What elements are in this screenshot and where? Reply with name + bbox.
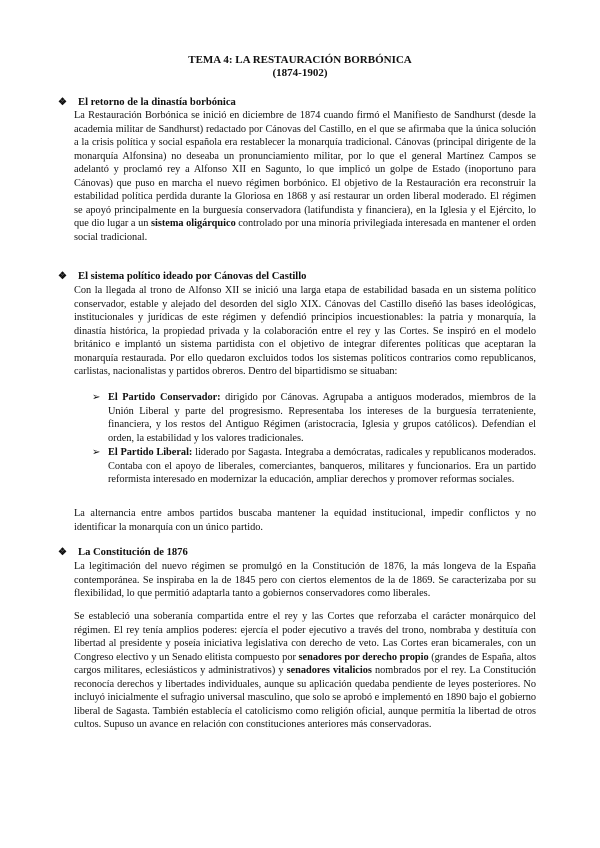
section-heading-text: La Constitución de 1876 <box>78 547 188 558</box>
diamond-bullet-icon: ❖ <box>58 271 67 282</box>
diamond-bullet-icon: ❖ <box>58 97 67 108</box>
section-heading <box>58 270 306 284</box>
arrow-bullet-icon: ➢ <box>92 392 101 403</box>
bold-term: sistema oligárquico <box>150 218 236 229</box>
paragraph-text: (grandes de España, altos cargos militares, eclesiásticos y administrativos) y <box>74 651 536 676</box>
section-paragraph: La alternancia entre ambos partidos buscaba mantener la equidad institucional, impedir conflictos y no identificar la monarquía con un único partido. <box>74 508 536 533</box>
paragraph-text: La Restauración Borbónica se inició en diciembre de 1874 cuando firmó el Manifiesto de Sandhurst (desde la academia militar de Sandhurst) redactado por Cánovas del Castillo, en el que se afirmaba que la única solución a la crisis política y social española era restablecer la monarquía tradicional. Cánovas (principal dirigente de la monarquía Alfonsina) no deseaba un pronunciamiento militar, por lo que el general Martínez Campos se adelantó y proclamó rey a Alfonso XII en Sagunto, lo que implicó un golpe de Estado (inoportuno para Cánovas) que puso en marcha el nuevo régimen borbónico. El objetivo de la Restauración era reconstruir la estabilidad política perdida durante la Gloriosa en 1868 y así restaurar un orden liberal moderado. El régimen se apoyó principalmente en la burguesía conservadora (latifundista y financiera), en la Iglesia y el Ejército, lo que dio lugar a un <box>74 110 536 229</box>
list-item <box>108 391 536 445</box>
section-paragraph <box>74 610 536 732</box>
section-paragraph: Con la llegada al trono de Alfonso XII se inició una larga etapa de estabilidad basada en un sistema político conservador, estable y alejado del desorden del siglo XIX. Cánovas del Castillo diseñó las bases ideológicas, institucionales y jurídicas de este régimen y defendió principios incuestionables: la patria y monarquía, la dinastía histórica, la propiedad privada y la colaboración entre el rey y las Cortes. Se inspiró en el modelo británico e implantó un sistema partidista con el objetivo de integrar diferentes políticas que aceptaran la monarquía restaurada. Por ello quedaron excluidos todos los sistemas políticos contrarios como republicanos, carlistas, nacionalistas y partidos obreros. Dentro del bipartidismo se situaban: <box>74 285 536 377</box>
list-item-title: El Partido Liberal: <box>108 447 193 458</box>
paragraph-text: nombrados por el rey. La Constitución reconocía derechos y libertades individuales, aunque su aplicación quedaba pendiente de leyes posteriores. No incluyó inicialmente el sufragio universal masculino, que solo se aprobó e implementó en 1890 bajo el gobierno liberal de Sagasta. También establecía el catolicismo como religión oficial, aunque permitía la libertad de otros cultos. Supuso un avance en relación con constituciones anteriores más conservadoras. <box>74 665 536 730</box>
section-heading <box>58 96 236 110</box>
document-subtitle: (1874-1902) <box>272 67 328 79</box>
section-paragraph: La legitimación del nuevo régimen se promulgó en la Constitución de 1876, la más longeva de la España contemporánea. Se inspiraba en la de 1845 pero con ciertos elementos de la de 1869. Se caracterizaba por su flexibilidad, lo que permitió adaptarla tanto a gobiernos conservadores como liberales. <box>74 561 536 599</box>
list-item-text: liderado por Sagasta. Integraba a demócratas, radicales y republicanos moderados. Contaba con el apoyo de liberales, comerciantes, banqueros, militares y funcionarios. Era un partido reformista interesado en modernizar la educación, ampliar derechos y promover reformas sociales. <box>108 447 536 485</box>
section-paragraph <box>74 109 536 244</box>
section-heading <box>58 546 188 560</box>
list-item <box>108 446 536 487</box>
section-heading-text: El retorno de la dinastía borbónica <box>78 97 236 108</box>
bold-term: senadores por derecho propio <box>298 651 429 663</box>
list-item-title: El Partido Conservador: <box>108 392 221 403</box>
bold-term: senadores vitalicios <box>286 665 372 676</box>
document-title: TEMA 4: LA RESTAURACIÓN BORBÓNICA <box>188 54 412 66</box>
arrow-bullet-icon: ➢ <box>92 447 101 458</box>
list-item-text: dirigido por Cánovas. Agrupaba a antiguos moderados, miembros de la Unión Liberal y parte del progresismo. Representaba los intereses de la burguesía terrateniente, financiera, y los restos del Antiguo Régimen (aristocracia, Iglesia y grupos católicos). Defendían el orden, la estabilidad y los valores tradicionales. <box>108 392 536 444</box>
diamond-bullet-icon: ❖ <box>58 547 67 558</box>
paragraph-text: Se estableció una soberanía compartida entre el rey y las Cortes que reforzaba el carácter monárquico del régimen. El rey tenía amplios poderes: ejercía el poder ejecutivo a través del trono, nombraba y destituía con libertad al presidente y poseía iniciativa legislativa con derecho de veto. Las Cortes eran bicamerales, con un Congreso electivo y un Senado elitista compuesto por <box>74 611 536 663</box>
section-heading-text: El sistema político ideado por Cánovas del Castillo <box>78 271 307 282</box>
paragraph-text: controlado por una minoría privilegiada interesada en mantener el orden social tradicional. <box>74 218 536 243</box>
